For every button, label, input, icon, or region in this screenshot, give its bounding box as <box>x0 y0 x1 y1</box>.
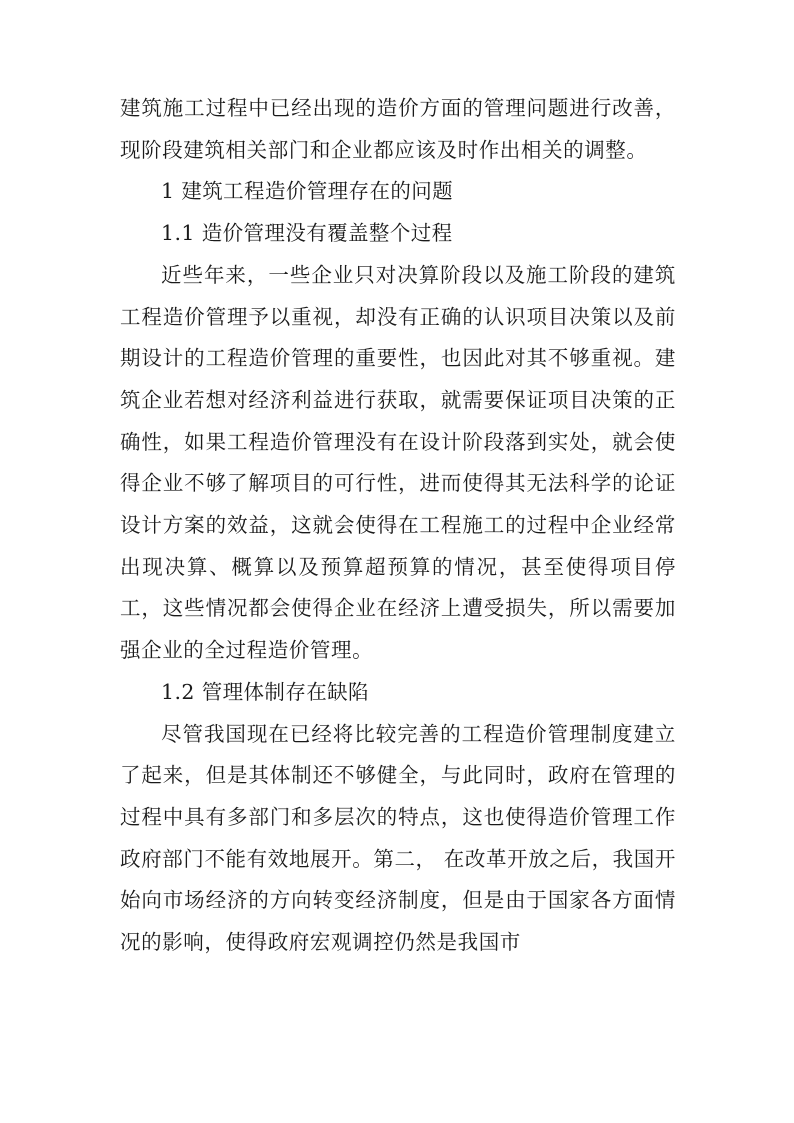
document-page <box>120 88 676 964</box>
paragraph-intro: 建筑施工过程中已经出现的造价方面的管理问题进行改善，现阶段建筑相关部门和企业都应该及时作出相关的调整。 <box>120 96 676 162</box>
section-heading-1-1: 1.1 造价管理没有覆盖整个过程 <box>161 221 453 246</box>
section-heading-1: 1 建筑工程造价管理存在的问题 <box>161 179 454 204</box>
paragraph-1-2-body: 尽管我国现在已经将比较完善的工程造价管理制度建立了起来，但是其体制还不够健全，与此同时，政府在管理的过程中具有多部门和多层次的特点，这也使得造价管理工作政府部门不能有效地展开。第二， 在改革开放之后，我国开始向市场经济的方向转变经济制度，但是由于国家各方面情况的影响，使得政府宏观调控仍然是我国市 <box>120 721 676 955</box>
paragraph-1-1-body: 近些年来，一些企业只对决算阶段以及施工阶段的建筑工程造价管理予以重视，却没有正确的认识项目决策以及前期设计的工程造价管理的重要性，也因此对其不够重视。建筑企业若想对经济利益进行获取，就需要保证项目决策的正确性，如果工程造价管理没有在设计阶段落到实处，就会使得企业不够了解项目的可行性，进而使得其无法科学的论证设计方案的效益，这就会使得在工程施工的过程中企业经常出现决算、概算以及预算超预算的情况，甚至使得项目停工，这些情况都会使得企业在经济上遭受损失，所以需要加强企业的全过程造价管理。 <box>120 262 676 663</box>
section-heading-1-2: 1.2 管理体制存在缺陷 <box>161 679 369 704</box>
